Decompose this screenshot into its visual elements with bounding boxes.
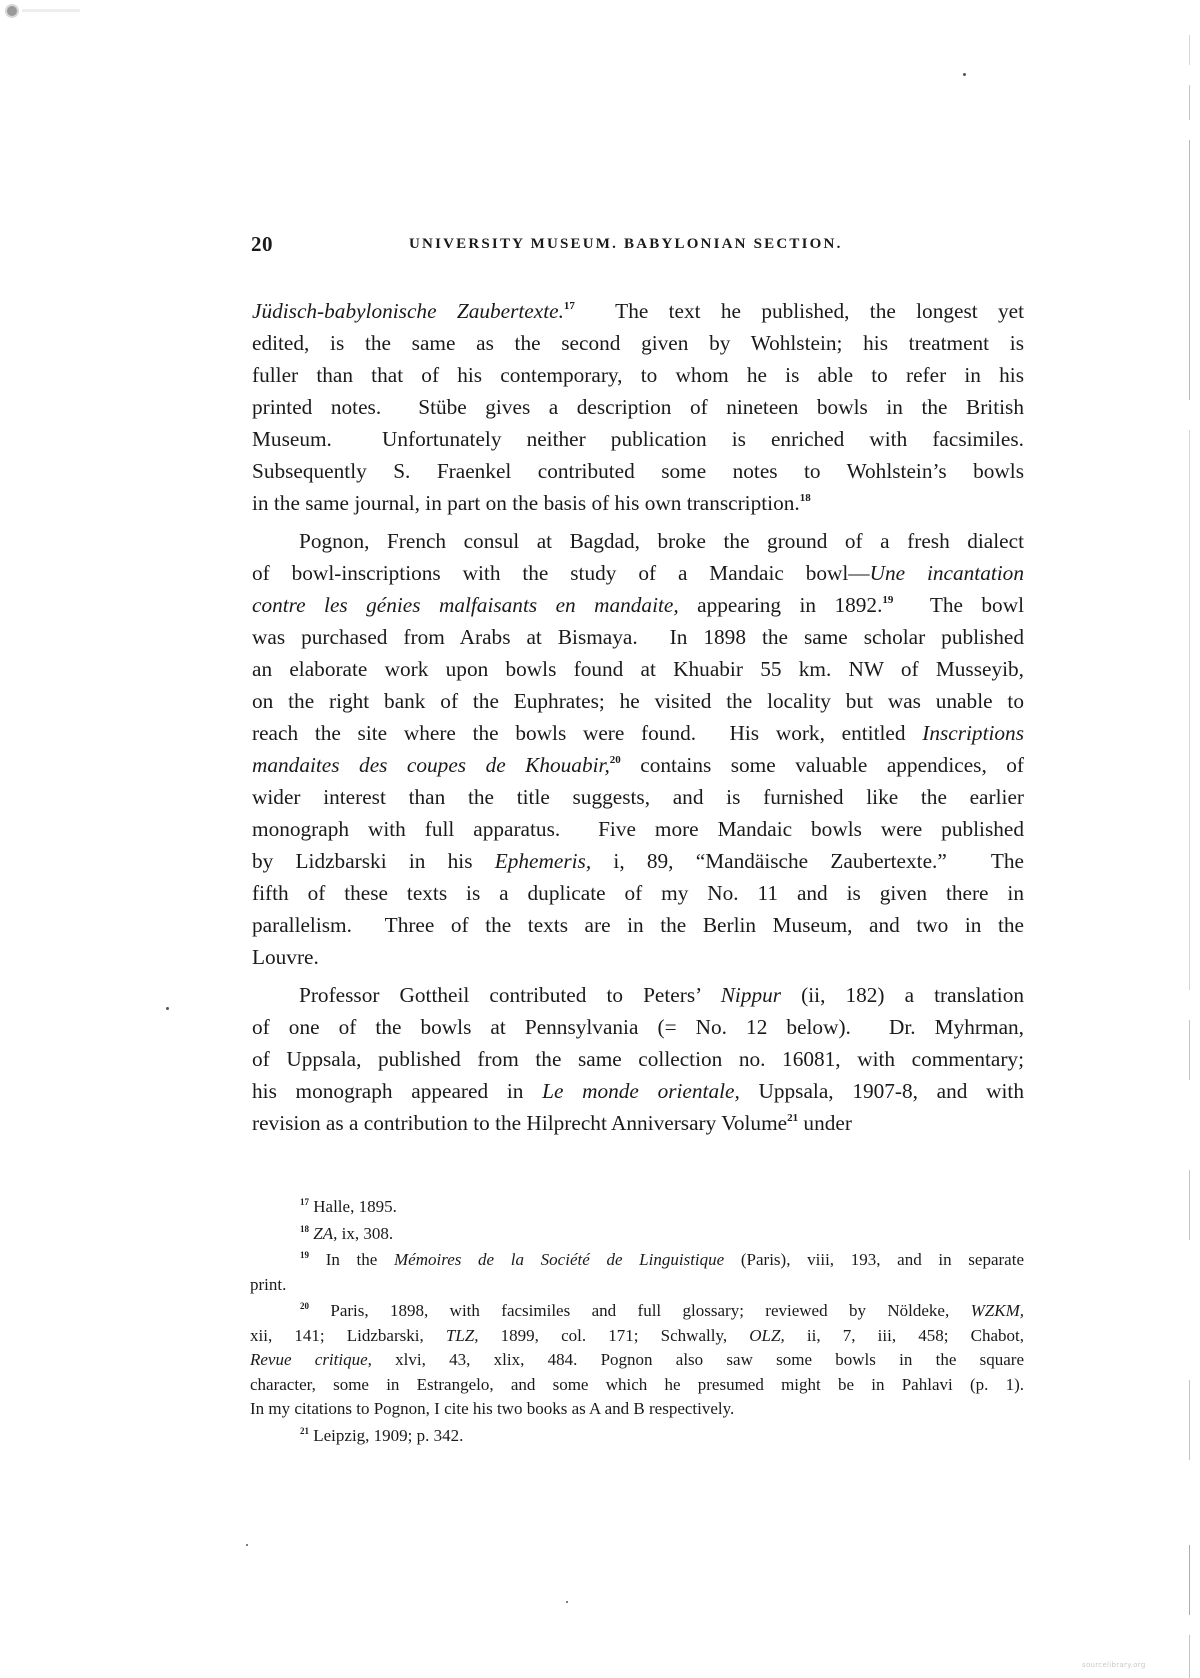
footnote-reference: 21 (787, 1112, 799, 1124)
page-edge-line (1189, 1545, 1190, 1615)
paragraph (252, 525, 1024, 973)
footnote (250, 1195, 1024, 1220)
text-line (252, 557, 1024, 589)
text-line (252, 845, 1024, 877)
italic-title: Ephemeris, (494, 849, 592, 873)
footnote (250, 1248, 1024, 1297)
text-run: In the (325, 1250, 394, 1269)
italic-title: Le monde orientale, (542, 1079, 740, 1103)
text-run: by Lidzbarski in his (252, 849, 495, 873)
footnotes (250, 1195, 1024, 1448)
scan-speck (963, 73, 966, 76)
italic-title: Revue critique, (250, 1350, 372, 1369)
text-line (252, 455, 1024, 487)
text-line (250, 1195, 1024, 1220)
footnote-mark: 18 (300, 1223, 309, 1234)
text-run: on the right bank of the Euphrates; he visited the locality but was unable to (252, 689, 1024, 713)
viewer-corner-icon (7, 6, 17, 16)
footnote-reference: 19 (882, 594, 894, 606)
text-run: Halle, 1895. (313, 1197, 397, 1216)
text-run: Louvre. (252, 945, 319, 969)
page-edge-line (1189, 140, 1190, 400)
text-run: was purchased from Arabs at Bismaya. In 1898 the same scholar published (252, 625, 1024, 649)
running-head-title: UNIVERSITY MUSEUM. BABYLONIAN SECTION. (409, 236, 843, 252)
footnote-mark: 17 (300, 1197, 309, 1207)
paragraph (252, 979, 1024, 1139)
page-edge-line (1189, 430, 1190, 990)
scan-artifact (22, 9, 80, 12)
text-run: Pognon, French consul at Bagdad, broke the ground of a fresh dialect (299, 529, 1024, 553)
text-run: Subsequently S. Fraenkel contributed some notes to Wohlstein’s bowls (252, 459, 1024, 483)
footnote (250, 1424, 1024, 1449)
text-run: in the same journal, in part on the basis of his own transcription. (252, 491, 800, 515)
text-run: wider interest than the title suggests, and is furnished like the earlier (252, 785, 1024, 809)
scan-speck (246, 1544, 248, 1546)
text-line (250, 1373, 1024, 1398)
text-line (252, 1075, 1024, 1107)
text-line (252, 295, 1024, 327)
page-edge-line (1189, 1170, 1190, 1240)
footnote-mark: 19 (300, 1250, 309, 1260)
text-run: Uppsala, 1907-8, and with (739, 1079, 1024, 1103)
text-line (252, 327, 1024, 359)
text-run: xii, 141; Lidzbarski, (250, 1325, 446, 1345)
body-text (252, 295, 1024, 1139)
text-line (252, 813, 1024, 845)
text-line (252, 653, 1024, 685)
text-run: his monograph appeared in (252, 1079, 543, 1103)
text-line (250, 1222, 1024, 1247)
text-run: an elaborate work upon bowls found at Khuabir 55 km. NW of Musseyib, (252, 657, 1024, 681)
italic-title: Inscriptions (922, 721, 1024, 745)
text-line (252, 423, 1024, 455)
text-line (252, 391, 1024, 423)
page-edge-line (1189, 35, 1190, 65)
text-run: (Paris), viii, 193, and in separate (724, 1250, 1024, 1269)
text-run: Leipzig, 1909; p. 342. (313, 1425, 464, 1445)
text-line (250, 1397, 1024, 1422)
text-run: fuller than that of his contemporary, to whom he is able to refer in his (252, 363, 1024, 387)
text-run: appearing in 1892. (678, 593, 883, 617)
text-line (252, 589, 1024, 621)
footnote-reference: 20 (609, 754, 621, 766)
italic-title: OLZ, (749, 1325, 785, 1345)
text-run: Professor Gottheil contributed to Peters’ (299, 983, 721, 1007)
text-line (250, 1299, 1024, 1324)
text-run: xlvi, 43, xlix, 484. Pognon also saw some bowls in the square (371, 1350, 1024, 1369)
text-line (252, 1011, 1024, 1043)
italic-title: Jüdisch-babylonische Zaubertexte. (252, 299, 564, 323)
page-edge-line (1189, 1380, 1190, 1460)
text-run: under (798, 1111, 852, 1135)
italic-title: WZKM, (970, 1301, 1024, 1320)
text-run: fifth of these texts is a duplicate of my No. 11 and is given there in (252, 881, 1024, 905)
text-line (252, 1043, 1024, 1075)
text-run: ix, 308. (337, 1223, 394, 1243)
page-number: 20 (251, 232, 273, 256)
text-line (252, 1107, 1024, 1139)
footnote-reference: 18 (799, 492, 811, 504)
italic-title: TLZ, (445, 1325, 479, 1345)
text-line (252, 717, 1024, 749)
text-line (252, 979, 1024, 1011)
text-run: print. (250, 1274, 287, 1294)
text-run: of bowl-inscriptions with the study of a Mandaic bowl— (252, 561, 870, 585)
text-line (252, 781, 1024, 813)
text-line (252, 621, 1024, 653)
text-line (252, 941, 1024, 973)
text-run: monograph with full apparatus. Five more Mandaic bowls were published (252, 817, 1024, 841)
text-run: printed notes. Stübe gives a description of nineteen bowls in the British (252, 395, 1024, 419)
text-line (252, 359, 1024, 391)
text-run: revision as a contribution to the Hilprecht Anniversary Volume (252, 1111, 788, 1135)
text-run: 1899, col. 171; Schwally, (478, 1325, 750, 1345)
text-run: contains some valuable appendices, of (620, 753, 1024, 777)
text-line (252, 749, 1024, 781)
text-run: The bowl (893, 593, 1025, 617)
italic-title: ZA, (313, 1223, 338, 1243)
text-line (252, 685, 1024, 717)
italic-title: contre les génies malfaisants en mandaite, (252, 593, 679, 617)
text-line (252, 487, 1024, 519)
watermark: sourcelibrary.org (1082, 1661, 1146, 1669)
text-run: of one of the bowls at Pennsylvania (= No. 12 below). Dr. Myhrman, (252, 1015, 1024, 1039)
footnote-reference: 17 (563, 300, 575, 312)
italic-title: mandaites des coupes de Khouabir, (252, 753, 610, 777)
text-run: i, 89, “Mandäische Zaubertexte.” The (591, 849, 1024, 873)
text-line (250, 1273, 1024, 1298)
text-run: In my citations to Pognon, I cite his two books as A and B respectively. (250, 1399, 735, 1418)
scan-speck (166, 1007, 169, 1010)
page-edge-line (1189, 1635, 1190, 1678)
footnote-mark: 20 (300, 1301, 309, 1311)
paragraph (252, 295, 1024, 519)
footnote-mark: 21 (300, 1425, 309, 1436)
italic-title: Mémoires de la Société de Linguistique (394, 1250, 725, 1269)
text-run: The text he published, the longest yet (574, 299, 1024, 323)
text-line (252, 525, 1024, 557)
text-run: ii, 7, iii, 458; Chabot, (784, 1325, 1025, 1345)
text-run: Museum. Unfortunately neither publication is enriched with facsimiles. (252, 427, 1024, 451)
running-head (251, 232, 1025, 262)
scan-speck (566, 1601, 568, 1603)
text-run: character, some in Estrangelo, and some which he presumed might be in Pahlavi (p. 1). (250, 1374, 1024, 1394)
text-line (250, 1324, 1024, 1349)
footnote (250, 1299, 1024, 1422)
text-line (252, 877, 1024, 909)
italic-title: Une incantation (869, 561, 1024, 585)
text-run: edited, is the same as the second given by Wohlstein; his treatment is (252, 331, 1024, 355)
text-run: Paris, 1898, with facsimiles and full glossary; reviewed by Nöldeke, (330, 1301, 971, 1320)
text-run: reach the site where the bowls were found. His work, entitled (252, 721, 923, 745)
text-run: (ii, 182) a translation (781, 983, 1024, 1007)
footnote (250, 1222, 1024, 1247)
text-run: of Uppsala, published from the same collection no. 16081, with commentary; (252, 1047, 1024, 1071)
text-line (250, 1424, 1024, 1449)
text-line (252, 909, 1024, 941)
page-edge-line (1189, 85, 1190, 120)
text-line (250, 1348, 1024, 1373)
text-line (250, 1248, 1024, 1273)
italic-title: Nippur (720, 983, 782, 1007)
page-edge-line (1189, 1020, 1190, 1080)
text-run: parallelism. Three of the texts are in the Berlin Museum, and two in the (252, 913, 1024, 937)
